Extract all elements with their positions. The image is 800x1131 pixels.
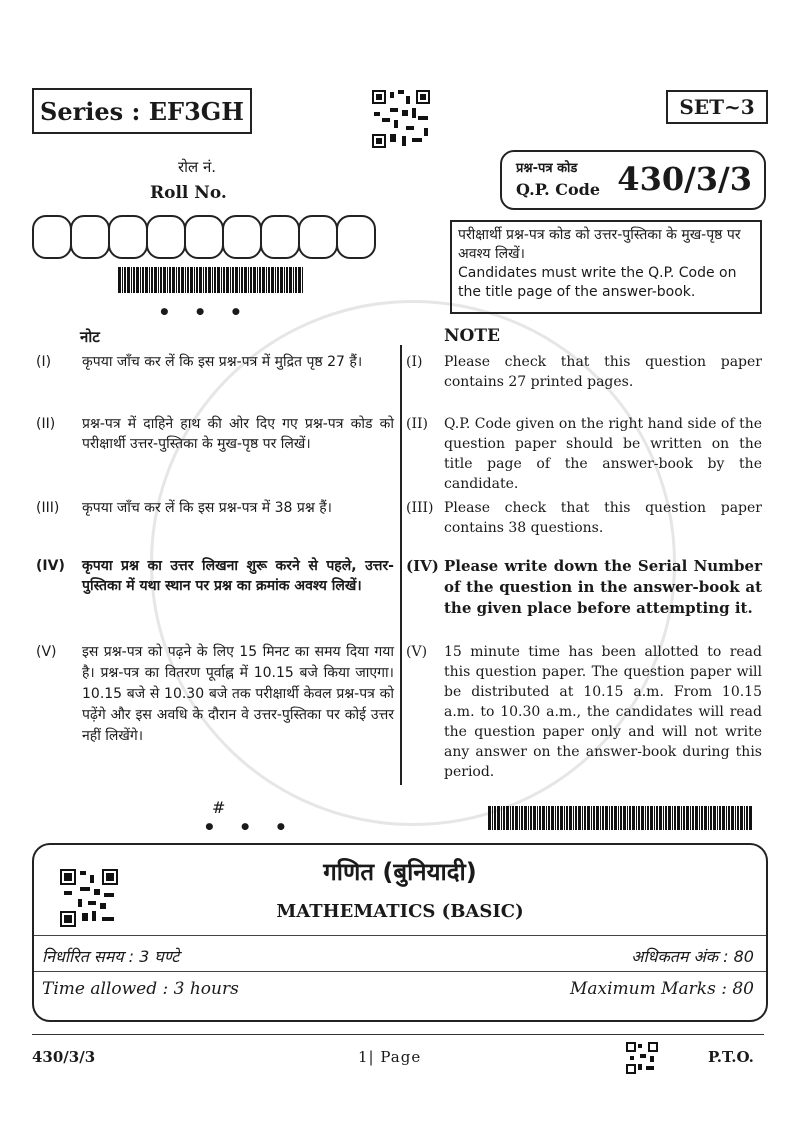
barcode-bar bbox=[539, 806, 541, 830]
barcode-bar bbox=[620, 806, 622, 830]
barcode-bar bbox=[557, 806, 559, 830]
barcode-bar bbox=[701, 806, 703, 830]
candidate-note: Candidates must write the Q.P. Code on the title page of the answer-book. bbox=[458, 265, 737, 300]
roll-label-hindi: रोल नं. bbox=[178, 158, 217, 176]
barcode-bar bbox=[214, 267, 216, 293]
barcode-bar bbox=[659, 806, 662, 830]
barcode-bar bbox=[154, 267, 157, 293]
barcode-bar bbox=[298, 267, 301, 293]
barcode bbox=[488, 806, 753, 830]
qp-code-value: 430/3/3 bbox=[617, 160, 752, 198]
barcode-bar bbox=[672, 806, 673, 830]
subject-title-hindi: गणित (बुनियादी) bbox=[323, 858, 477, 886]
qp-code-box bbox=[500, 150, 766, 210]
roll-box bbox=[336, 215, 376, 259]
barcode-bar bbox=[268, 267, 270, 293]
max-marks-hindi: अधिकतम अंक : 80 bbox=[631, 947, 754, 966]
roll-box bbox=[184, 215, 224, 259]
barcode-bar bbox=[575, 806, 577, 830]
time-allowed: Time allowed : 3 hours bbox=[42, 979, 239, 999]
barcode-bar bbox=[217, 267, 220, 293]
divider bbox=[34, 935, 766, 936]
barcode-bar bbox=[239, 267, 240, 293]
barcode-bar bbox=[609, 806, 610, 830]
roll-number-boxes bbox=[32, 215, 374, 259]
barcode-bar bbox=[530, 806, 532, 830]
barcode-bar bbox=[235, 267, 238, 293]
barcode-bar bbox=[133, 267, 135, 293]
barcode-bar bbox=[501, 806, 502, 830]
barcode-bar bbox=[284, 267, 285, 293]
barcode-bar bbox=[623, 806, 626, 830]
barcode-bar bbox=[262, 267, 265, 293]
barcode-bar bbox=[131, 267, 132, 293]
candidate-note-hindi: परीक्षार्थी प्रश्न-पत्र कोड को उत्तर-पुस्तिका के मुख-पृष्ठ पर अवश्य लिखें। bbox=[458, 227, 741, 262]
barcode-bar bbox=[695, 806, 698, 830]
barcode-bar bbox=[250, 267, 252, 293]
barcode-bar bbox=[280, 267, 283, 293]
barcode-bar bbox=[683, 806, 685, 830]
qp-code-label: Q.P. Code bbox=[516, 180, 601, 199]
barcode-bar bbox=[512, 806, 514, 830]
barcode-bar bbox=[566, 806, 568, 830]
roll-box bbox=[32, 215, 72, 259]
hash-mark: # bbox=[212, 798, 226, 817]
set-label: SET~3 bbox=[666, 90, 768, 124]
dots: • • • bbox=[203, 815, 296, 839]
barcode-bar bbox=[654, 806, 655, 830]
barcode-bar bbox=[560, 806, 563, 830]
barcode-bar bbox=[564, 806, 565, 830]
barcode-bar bbox=[605, 806, 608, 830]
barcode-bar bbox=[151, 267, 153, 293]
barcode-bar bbox=[208, 267, 211, 293]
roll-label: Roll No. bbox=[150, 183, 227, 203]
barcode-bar bbox=[548, 806, 550, 830]
barcode-bar bbox=[740, 806, 743, 830]
barcode-bar bbox=[277, 267, 279, 293]
barcode-bar bbox=[735, 806, 736, 830]
barcode-bar bbox=[302, 267, 303, 293]
barcode-bar bbox=[122, 267, 123, 293]
barcode-bar bbox=[178, 267, 180, 293]
barcode-bar bbox=[259, 267, 261, 293]
barcode-bar bbox=[551, 806, 554, 830]
barcode-bar bbox=[749, 806, 752, 830]
pto-label: P.T.O. bbox=[708, 1048, 754, 1066]
barcode-bar bbox=[647, 806, 649, 830]
barcode-bar bbox=[521, 806, 523, 830]
barcode-bar bbox=[629, 806, 631, 830]
barcode-bar bbox=[492, 806, 493, 830]
barcode-bar bbox=[537, 806, 538, 830]
qr-code-icon bbox=[370, 88, 432, 150]
barcode-bar bbox=[555, 806, 556, 830]
barcode-bar bbox=[275, 267, 276, 293]
roll-box bbox=[260, 215, 300, 259]
barcode-bar bbox=[710, 806, 712, 830]
barcode-bar bbox=[124, 267, 126, 293]
barcode-bar bbox=[582, 806, 583, 830]
barcode-bar bbox=[674, 806, 676, 830]
barcode-bar bbox=[744, 806, 745, 830]
barcode-bar bbox=[127, 267, 130, 293]
barcode-bar bbox=[704, 806, 707, 830]
barcode-bar bbox=[176, 267, 177, 293]
barcode-bar bbox=[241, 267, 243, 293]
barcode-bar bbox=[194, 267, 195, 293]
barcode-bar bbox=[717, 806, 718, 830]
barcode-bar bbox=[160, 267, 162, 293]
barcode-bar bbox=[145, 267, 148, 293]
barcode-bar bbox=[584, 806, 586, 830]
barcode-bar bbox=[203, 267, 204, 293]
barcode-bar bbox=[638, 806, 640, 830]
barcode-bar bbox=[232, 267, 234, 293]
barcode-bar bbox=[641, 806, 644, 830]
barcode-bar bbox=[665, 806, 667, 830]
barcode-bar bbox=[713, 806, 716, 830]
max-marks: Maximum Marks : 80 bbox=[569, 979, 754, 999]
barcode-bar bbox=[600, 806, 601, 830]
barcode-bar bbox=[266, 267, 267, 293]
barcode-bar bbox=[244, 267, 247, 293]
column-divider bbox=[400, 345, 402, 785]
barcode-bar bbox=[248, 267, 249, 293]
roll-box bbox=[108, 215, 148, 259]
barcode-bar bbox=[293, 267, 294, 293]
roll-box bbox=[222, 215, 262, 259]
barcode-bar bbox=[519, 806, 520, 830]
barcode-bar bbox=[497, 806, 500, 830]
page-number: 1| Page bbox=[358, 1048, 422, 1066]
barcode-bar bbox=[663, 806, 664, 830]
barcode-bar bbox=[746, 806, 748, 830]
barcode-bar bbox=[136, 267, 139, 293]
barcode-bar bbox=[602, 806, 604, 830]
barcode-bar bbox=[212, 267, 213, 293]
dots: • • • bbox=[158, 300, 251, 324]
barcode-bar bbox=[668, 806, 671, 830]
barcode-bar bbox=[650, 806, 653, 830]
barcode-bar bbox=[542, 806, 545, 830]
barcode-bar bbox=[524, 806, 527, 830]
barcode-bar bbox=[169, 267, 171, 293]
qr-code-icon bbox=[626, 1042, 658, 1074]
series-label: Series : EF3GH bbox=[32, 88, 252, 134]
barcode-bar bbox=[681, 806, 682, 830]
barcode-bar bbox=[181, 267, 184, 293]
barcode-bar bbox=[199, 267, 202, 293]
barcode-bar bbox=[677, 806, 680, 830]
barcode-bar bbox=[488, 806, 491, 830]
subject-title: MATHEMATICS (BASIC) bbox=[276, 901, 524, 922]
barcode-bar bbox=[196, 267, 198, 293]
barcode-bar bbox=[528, 806, 529, 830]
barcode-bar bbox=[230, 267, 231, 293]
barcode-bar bbox=[494, 806, 496, 830]
barcode-bar bbox=[699, 806, 700, 830]
barcode-bar bbox=[591, 806, 592, 830]
roll-box bbox=[298, 215, 338, 259]
barcode-bar bbox=[573, 806, 574, 830]
barcode-bar bbox=[719, 806, 721, 830]
note-title-hindi: नोट bbox=[80, 328, 100, 346]
barcode-bar bbox=[690, 806, 691, 830]
barcode-bar bbox=[614, 806, 617, 830]
barcode-bar bbox=[726, 806, 727, 830]
footer-qp-code: 430/3/3 bbox=[32, 1048, 96, 1066]
barcode-bar bbox=[618, 806, 619, 830]
barcode-bar bbox=[221, 267, 222, 293]
barcode-bar bbox=[223, 267, 225, 293]
barcode-bar bbox=[510, 806, 511, 830]
barcode-bar bbox=[686, 806, 689, 830]
barcode-bar bbox=[515, 806, 518, 830]
barcode-bar bbox=[140, 267, 141, 293]
barcode-bar bbox=[167, 267, 168, 293]
barcode-bar bbox=[226, 267, 229, 293]
barcode-bar bbox=[257, 267, 258, 293]
barcode-bar bbox=[596, 806, 599, 830]
barcode-bar bbox=[692, 806, 694, 830]
time-allowed-hindi: निर्धारित समय : 3 घण्टे bbox=[42, 947, 180, 966]
barcode-bar bbox=[546, 806, 547, 830]
barcode-bar bbox=[295, 267, 297, 293]
subject-box bbox=[32, 843, 768, 1022]
barcode-bar bbox=[632, 806, 635, 830]
barcode-bar bbox=[708, 806, 709, 830]
roll-box bbox=[146, 215, 186, 259]
barcode-bar bbox=[149, 267, 150, 293]
barcode-bar bbox=[163, 267, 166, 293]
barcode-bar bbox=[506, 806, 509, 830]
candidate-instruction-box bbox=[450, 220, 762, 314]
barcode-bar bbox=[569, 806, 572, 830]
barcode-bar bbox=[289, 267, 292, 293]
barcode-bar bbox=[593, 806, 595, 830]
roll-box bbox=[70, 215, 110, 259]
barcode bbox=[118, 267, 304, 293]
barcode-bar bbox=[737, 806, 739, 830]
barcode-bar bbox=[611, 806, 613, 830]
barcode-bar bbox=[187, 267, 189, 293]
barcode-bar bbox=[185, 267, 186, 293]
barcode-bar bbox=[578, 806, 581, 830]
note-title: NOTE bbox=[444, 326, 500, 346]
barcode-bar bbox=[253, 267, 256, 293]
barcode-bar bbox=[172, 267, 175, 293]
barcode-bar bbox=[587, 806, 590, 830]
barcode-bar bbox=[533, 806, 536, 830]
footer-divider bbox=[32, 1034, 764, 1035]
barcode-bar bbox=[142, 267, 144, 293]
barcode-bar bbox=[205, 267, 207, 293]
barcode-bar bbox=[503, 806, 505, 830]
barcode-bar bbox=[731, 806, 734, 830]
barcode-bar bbox=[636, 806, 637, 830]
qp-code-label-hindi: प्रश्न-पत्र कोड bbox=[516, 161, 578, 176]
divider bbox=[34, 971, 766, 972]
barcode-bar bbox=[118, 267, 121, 293]
barcode-bar bbox=[722, 806, 725, 830]
barcode-bar bbox=[158, 267, 159, 293]
barcode-bar bbox=[728, 806, 730, 830]
barcode-bar bbox=[271, 267, 274, 293]
barcode-bar bbox=[627, 806, 628, 830]
barcode-bar bbox=[190, 267, 193, 293]
barcode-bar bbox=[656, 806, 658, 830]
barcode-bar bbox=[645, 806, 646, 830]
barcode-bar bbox=[286, 267, 288, 293]
